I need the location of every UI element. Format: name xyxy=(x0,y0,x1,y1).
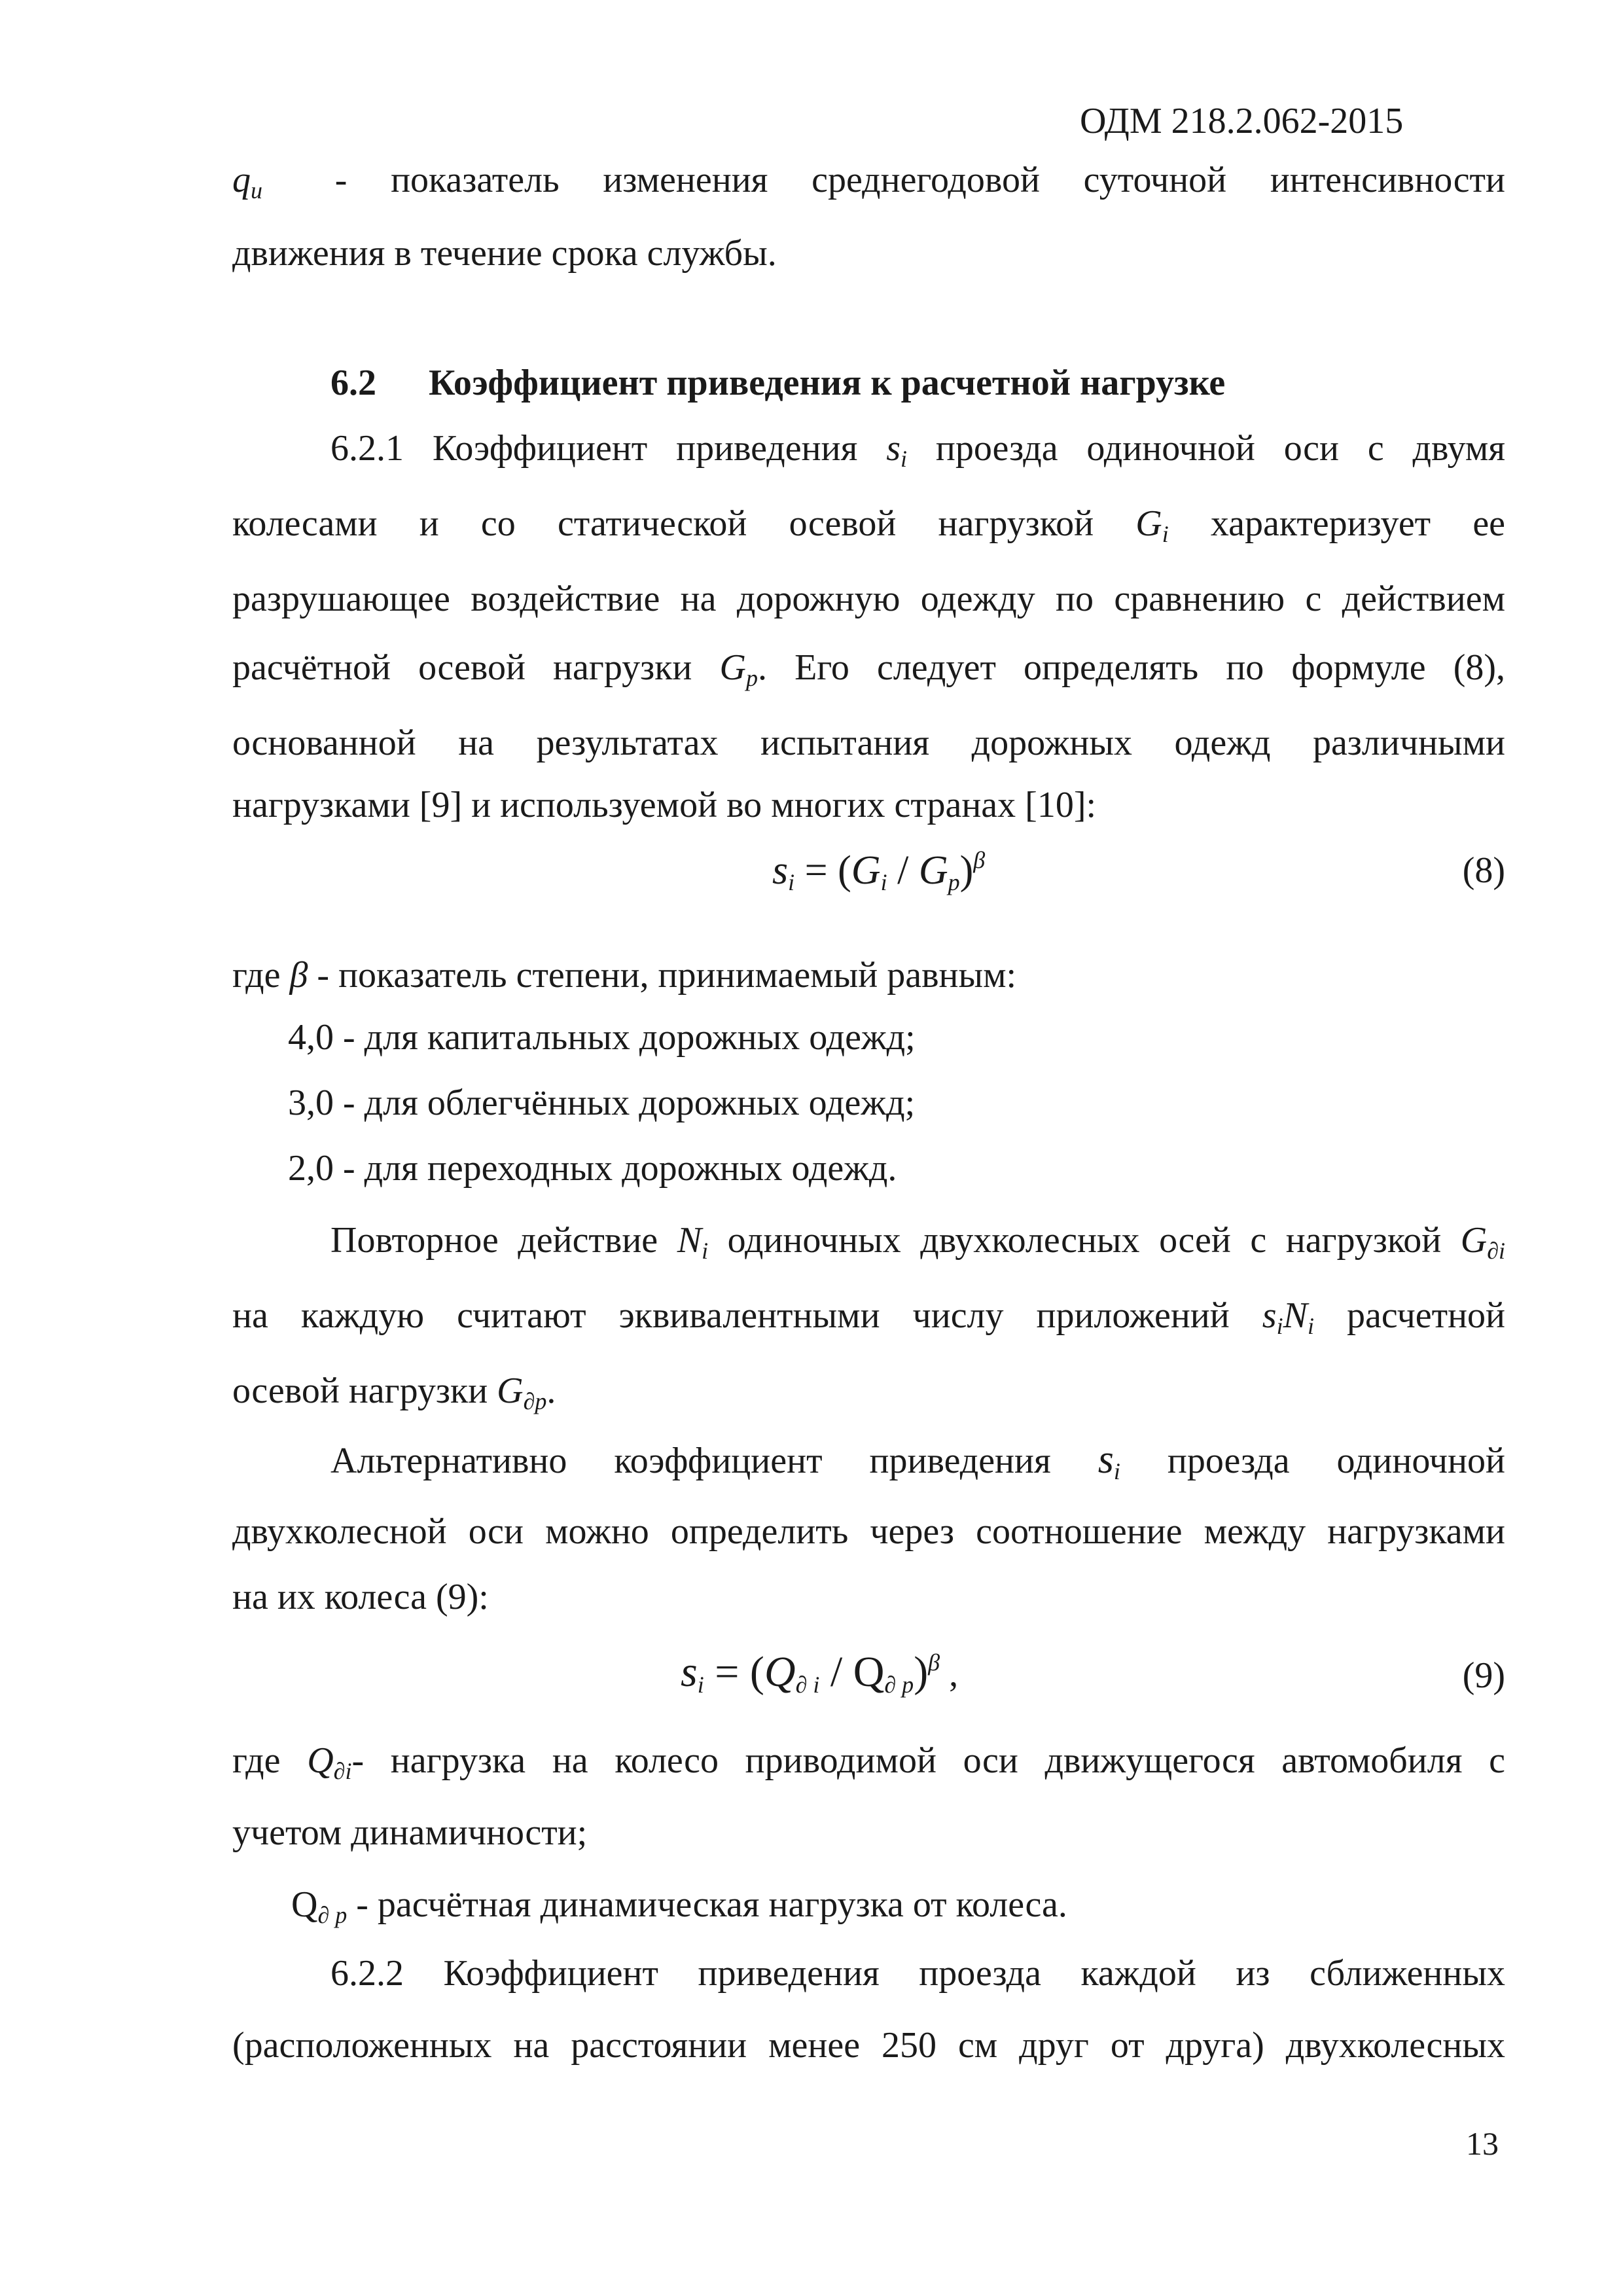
paragraph-622-line-1: 6.2.2 Коэффициент приведения проезда каждой из сближенных xyxy=(330,1953,1505,1994)
paragraph-621-line-3: разрушающее воздействие на дорожную одежду по сравнению с действием xyxy=(232,579,1505,619)
paragraph-622-line-2: (расположенных на расстоянии менее 250 см друг от друга) двухколесных xyxy=(232,2025,1505,2066)
intro-line-1: $q_и$ - показатель изменения среднегодовой суточной интенсивности xyxy=(232,157,1505,203)
beta-item-lightweight: 3,0 - для облегчённых дорожных одежд; xyxy=(288,1083,916,1123)
intro-symbol: $q_и$ xyxy=(232,160,262,204)
formula-8-number: (8) xyxy=(1462,850,1505,891)
paragraph-621-line-6: нагрузками [9] и используемой во многих странах [10]: xyxy=(232,785,1097,825)
paragraph-621-line-4: расчётной осевой нагрузки $G_p$. Его следует определять по формуле (8), xyxy=(232,647,1506,691)
beta-intro: где β - показатель степени, принимаемый равным: xyxy=(232,955,1017,996)
intro-line-2: движения в течение срока службы. xyxy=(232,233,777,274)
repeat-line-3: осевой нагрузки $G_{\partial p}$. xyxy=(232,1371,556,1414)
document-code: ОДМ 218.2.062-2015 xyxy=(1080,101,1404,141)
formula-9-number: (9) xyxy=(1462,1655,1505,1696)
beta-item-transitional: 2,0 - для переходных дорожных одежд. xyxy=(288,1148,897,1189)
paragraph-621-line-5: основанной на результатах испытания дорожных одежд различными xyxy=(232,723,1505,763)
repeat-line-2: на каждую считают эквивалентными числу приложений $s_iN_i$ расчетной xyxy=(232,1295,1506,1339)
paragraph-621-line-1: 6.2.1 Коэффициент приведения $s_i$ проезда одиночной оси с двумя xyxy=(330,428,1506,472)
repeat-line-1: Повторное действие $N_i$ одиночных двухколесных осей с нагрузкой $G_{\partial i}$ xyxy=(330,1220,1506,1264)
formula-8: $s_i = (G_i / G_p)^\beta$ xyxy=(772,847,986,895)
where-line-1: где $Q_{\partial i}-$ нагрузка на колесо приводимой оси движущегося автомобиля с xyxy=(232,1740,1506,1784)
paragraph-621-line-2: колесами и со статической осевой нагрузкой $G_i$ характеризует ее xyxy=(232,503,1506,547)
section-title: Коэффициент приведения к расчетной нагрузке xyxy=(429,363,1226,403)
alt-line-3: на их колеса (9): xyxy=(232,1577,489,1617)
section-number: 6.2 xyxy=(330,363,376,403)
alt-line-2: двухколесной оси можно определить через соотношение между нагрузками xyxy=(232,1511,1505,1552)
beta-item-capital: 4,0 - для капитальных дорожных одежд; xyxy=(288,1017,916,1058)
where-line-3: $Q_{\partial p}$ - расчётная динамическая нагрузка от колеса. xyxy=(291,1884,1067,1928)
page-number: 13 xyxy=(1466,2125,1499,2162)
alt-line-1: Альтернативно коэффициент приведения $s_i$ проезда одиночной xyxy=(330,1437,1506,1484)
formula-9: $s_i = (Q_{\partial i} / Q_{\partial p})^\beta$ , xyxy=(681,1648,959,1698)
where-line-2: учетом динамичности; xyxy=(232,1812,588,1853)
